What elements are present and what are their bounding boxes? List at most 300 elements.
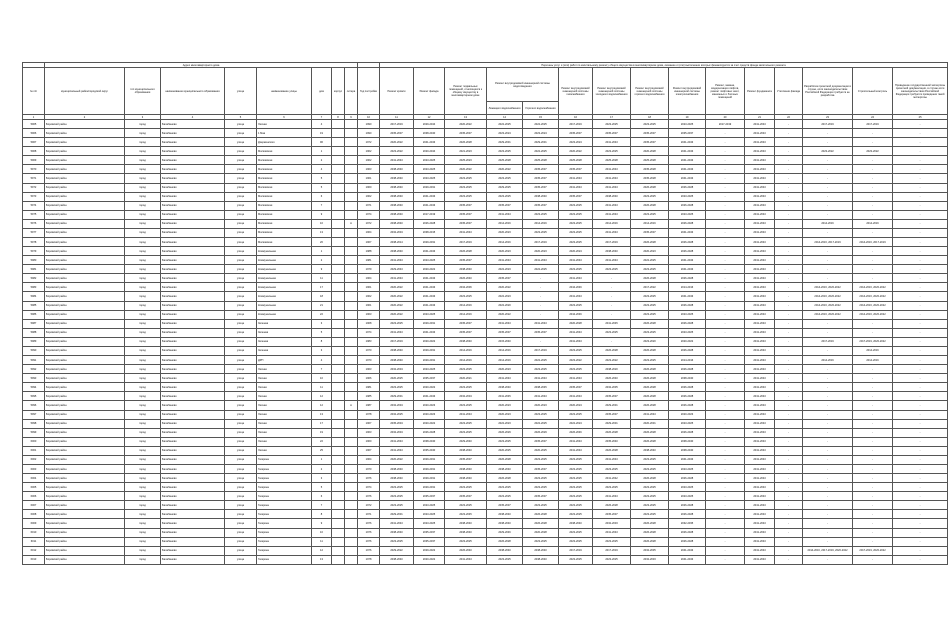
table-cell: - bbox=[803, 383, 853, 392]
table-cell: 2020-2022 bbox=[380, 138, 414, 147]
column-header: муниципальный район/городской округ bbox=[45, 68, 125, 115]
table-cell: - bbox=[853, 410, 893, 419]
table-cell: 2023-2025 bbox=[380, 537, 414, 546]
table-cell: 19 bbox=[312, 129, 332, 138]
table-cell: 8 bbox=[312, 510, 332, 519]
table-cell: - bbox=[853, 474, 893, 483]
table-cell: 2020-2022 bbox=[414, 265, 445, 274]
table-cell: улица bbox=[225, 546, 257, 555]
table-cell: 2041-2043 bbox=[414, 192, 445, 201]
table-cell: - bbox=[706, 365, 745, 374]
table-cell: 2023-2025 bbox=[445, 183, 487, 192]
table-cell: 2014-2016 bbox=[593, 219, 631, 228]
table-cell: 2023-2022 bbox=[593, 356, 631, 365]
table-cell: 1966 bbox=[358, 374, 380, 383]
table-cell: 2041-2043 bbox=[745, 410, 775, 419]
table-cell bbox=[332, 392, 345, 401]
table-row bbox=[23, 428, 948, 437]
table-cell: - bbox=[853, 455, 893, 464]
table-cell: 2035-2037 bbox=[487, 274, 523, 283]
table-cell: улица bbox=[225, 437, 257, 446]
table-cell: 2038-2040 bbox=[445, 474, 487, 483]
table-cell: 2035-2040 bbox=[593, 437, 631, 446]
table-row bbox=[23, 120, 948, 129]
table-cell: 1974 bbox=[358, 483, 380, 492]
table-cell: - bbox=[803, 138, 853, 147]
table-cell: 2022-2024 bbox=[559, 419, 593, 428]
table-cell: 1972 bbox=[358, 219, 380, 228]
table-row bbox=[23, 374, 948, 383]
table-cell: - bbox=[803, 228, 853, 237]
table-cell: - bbox=[893, 156, 948, 165]
table-cell: 2038-2040 bbox=[380, 210, 414, 219]
table-cell: 2020-2023 bbox=[669, 410, 706, 419]
table-cell: 2029-2031 bbox=[414, 319, 445, 328]
table-cell: 5983 bbox=[23, 283, 45, 292]
table-cell: Балабаново bbox=[161, 292, 225, 301]
table-cell: - bbox=[775, 210, 803, 219]
table-cell bbox=[332, 138, 345, 147]
table-cell: - bbox=[893, 228, 948, 237]
table-cell: 2026-2028 bbox=[631, 274, 669, 283]
table-cell: город bbox=[125, 192, 161, 201]
table-cell: - bbox=[893, 464, 948, 473]
table-cell: 2023-2025 bbox=[631, 464, 669, 473]
table-cell: - bbox=[853, 464, 893, 473]
table-cell: 2023-2025 bbox=[414, 365, 445, 374]
table-cell: 2041-2043 bbox=[559, 337, 593, 346]
table-cell: 2022-2025 bbox=[523, 147, 559, 156]
table-cell: 5980 bbox=[23, 256, 45, 265]
table-cell: 2023-2025 bbox=[559, 228, 593, 237]
column-number: 20 bbox=[706, 115, 745, 120]
column-header: Ремонт подвальных помещений, относящихся к общему имуществу в многоквартирном доме bbox=[445, 68, 487, 115]
table-row bbox=[23, 501, 948, 510]
table-cell: 2023-2025 bbox=[559, 346, 593, 355]
table-cell: 2041-2043 bbox=[414, 292, 445, 301]
table-cell: 2023-2025 bbox=[487, 174, 523, 183]
table-cell: 2022-2025 bbox=[523, 265, 559, 274]
table-cell: 2023-2025 bbox=[445, 419, 487, 428]
table-cell: 2029-2031 bbox=[414, 346, 445, 355]
table-cell bbox=[345, 201, 358, 210]
table-cell: Балабаново bbox=[161, 428, 225, 437]
table-row bbox=[23, 410, 948, 419]
table-cell: - bbox=[593, 310, 631, 319]
table-cell: Балабаново bbox=[161, 283, 225, 292]
table-cell: 6007 bbox=[23, 501, 45, 510]
table-cell: 2023-2025 bbox=[559, 492, 593, 501]
table-cell: - bbox=[706, 147, 745, 156]
table-cell: 2035-2037 bbox=[414, 528, 445, 537]
table-cell: 2014-2016, 2020-2022 bbox=[853, 292, 893, 301]
table-cell: - bbox=[803, 510, 853, 519]
column-header: Ремонт фасада bbox=[414, 68, 445, 115]
table-cell: 2026-2028 bbox=[593, 446, 631, 455]
table-cell: 6005 bbox=[23, 483, 45, 492]
table-cell bbox=[332, 274, 345, 283]
table-cell: 2014-2016 bbox=[487, 219, 523, 228]
table-cell: улица bbox=[225, 228, 257, 237]
table-cell: 5992 bbox=[23, 365, 45, 374]
table-cell: 2041-2043 bbox=[745, 555, 775, 564]
table-cell: Балабаново bbox=[161, 319, 225, 328]
table-cell bbox=[332, 228, 345, 237]
table-cell: - bbox=[803, 328, 853, 337]
table-cell: Зеленая bbox=[257, 319, 312, 328]
table-cell: 1970 bbox=[358, 464, 380, 473]
column-number: 2 bbox=[45, 115, 125, 120]
table-cell: 2015-2040 bbox=[487, 337, 523, 346]
table-cell: 2041-2043 bbox=[745, 301, 775, 310]
table-cell bbox=[332, 537, 345, 546]
table-cell: - bbox=[775, 147, 803, 156]
column-header: Утепление фасада bbox=[775, 68, 803, 115]
column-number: 16 bbox=[559, 115, 593, 120]
table-cell: улица bbox=[225, 392, 257, 401]
table-cell: 2023-2025 bbox=[559, 265, 593, 274]
table-cell: 3 bbox=[312, 474, 332, 483]
table-cell bbox=[332, 165, 345, 174]
table-cell: 2035-2037 bbox=[593, 510, 631, 519]
table-cell: - bbox=[775, 383, 803, 392]
table-cell: 2017-2019 bbox=[803, 337, 853, 346]
table-cell: город bbox=[125, 428, 161, 437]
table-cell: 2041-2043 bbox=[593, 492, 631, 501]
table-cell: - bbox=[853, 274, 893, 283]
table-cell: 2035-2028 bbox=[631, 174, 669, 183]
column-header: № п/п bbox=[23, 68, 45, 115]
table-cell: 2023-2025 bbox=[445, 174, 487, 183]
table-cell: Боровский район bbox=[45, 337, 125, 346]
table-cell: 2014-2016, 2020-2022 bbox=[853, 301, 893, 310]
table-cell: 2041-2043 bbox=[745, 492, 775, 501]
table-cell: Московская bbox=[257, 238, 312, 247]
table-cell: город bbox=[125, 310, 161, 319]
table-cell: 9 bbox=[312, 210, 332, 219]
table-cell: - bbox=[853, 446, 893, 455]
table-cell: 2023-2025 bbox=[593, 555, 631, 564]
table-cell: 2014-2016, 2020-2022 bbox=[803, 283, 853, 292]
table-cell: - bbox=[775, 192, 803, 201]
table-cell: 2017-2019 bbox=[853, 120, 893, 129]
table-cell: - bbox=[523, 283, 559, 292]
table-cell: 2020-2022 bbox=[414, 383, 445, 392]
table-cell: 2041-2043 bbox=[593, 183, 631, 192]
table-cell: город bbox=[125, 537, 161, 546]
table-cell: 20 bbox=[312, 238, 332, 247]
table-cell: Балабаново bbox=[161, 446, 225, 455]
table-cell bbox=[345, 183, 358, 192]
table-cell bbox=[345, 346, 358, 355]
table-cell: 2029-2031 bbox=[414, 455, 445, 464]
table-cell: 2023-2025 bbox=[414, 256, 445, 265]
table-cell: Московская bbox=[257, 165, 312, 174]
table-cell: 2029-2031 bbox=[414, 464, 445, 473]
table-cell: Балабаново bbox=[161, 419, 225, 428]
table-cell: 2023-2024 bbox=[523, 129, 559, 138]
table-cell: улица bbox=[225, 247, 257, 256]
table-cell: 10 bbox=[312, 528, 332, 537]
table-cell: 1962 bbox=[358, 156, 380, 165]
table-cell: 2023-2024 bbox=[487, 129, 523, 138]
table-cell: 2023-2025 bbox=[487, 192, 523, 201]
table-cell: 2041-2043 bbox=[745, 120, 775, 129]
table-cell: 1962 bbox=[358, 147, 380, 156]
table-cell bbox=[345, 174, 358, 183]
table-cell: 2023-2025 bbox=[631, 510, 669, 519]
table-cell: 5991 bbox=[23, 356, 45, 365]
column-number: 6 bbox=[257, 115, 312, 120]
table-cell: город bbox=[125, 501, 161, 510]
table-cell: 2041-2043 bbox=[669, 455, 706, 464]
table-cell: город bbox=[125, 156, 161, 165]
table-cell: 2041-2043 bbox=[559, 256, 593, 265]
table-cell: город bbox=[125, 120, 161, 129]
table-cell: - bbox=[706, 464, 745, 473]
table-cell: 2020-2022 bbox=[380, 310, 414, 319]
table-cell: - bbox=[893, 483, 948, 492]
table-cell bbox=[345, 555, 358, 564]
table-cell: 2032-2035 bbox=[593, 383, 631, 392]
table-cell: - bbox=[523, 301, 559, 310]
table-cell: 5975 bbox=[23, 210, 45, 219]
table-cell bbox=[332, 328, 345, 337]
table-cell: 2038-2040 bbox=[487, 519, 523, 528]
table-cell: 2041-2043 bbox=[669, 228, 706, 237]
table-cell: - bbox=[893, 247, 948, 256]
table-cell: 2025-2023 bbox=[445, 156, 487, 165]
column-number: 14 bbox=[487, 115, 523, 120]
column-number: 12 bbox=[414, 115, 445, 120]
table-cell: - bbox=[893, 219, 948, 228]
table-cell: - bbox=[893, 129, 948, 138]
table-cell: 2026-2028 bbox=[669, 219, 706, 228]
table-cell: город bbox=[125, 238, 161, 247]
column-header: литера bbox=[345, 68, 358, 115]
table-cell: 5976 bbox=[23, 219, 45, 228]
table-cell: 2023-2025 bbox=[523, 537, 559, 546]
table-cell: 18 bbox=[312, 292, 332, 301]
table-cell: 2038-2040 bbox=[380, 464, 414, 473]
table-cell: 5994 bbox=[23, 383, 45, 392]
table-cell: 6003 bbox=[23, 464, 45, 473]
table-cell: улица bbox=[225, 492, 257, 501]
table-cell: 2023-2025 bbox=[523, 210, 559, 219]
table-cell: 2041-2043 bbox=[745, 356, 775, 365]
table-cell: 12 bbox=[312, 401, 332, 410]
table-cell: улица bbox=[225, 446, 257, 455]
table-cell: 13 bbox=[312, 555, 332, 564]
column-number: 23 bbox=[803, 115, 853, 120]
table-cell: Боровский район bbox=[45, 464, 125, 473]
table-cell: - bbox=[706, 228, 745, 237]
table-cell: 2014-2016 bbox=[445, 301, 487, 310]
table-cell: 2041-2045 bbox=[593, 319, 631, 328]
table-cell: - bbox=[803, 201, 853, 210]
table-cell bbox=[332, 464, 345, 473]
table-cell: Боровский район bbox=[45, 129, 125, 138]
table-cell: 2023-2025 bbox=[631, 310, 669, 319]
table-cell: улица bbox=[225, 464, 257, 473]
table-cell: 6006 bbox=[23, 492, 45, 501]
table-cell: 2023-2025 bbox=[523, 455, 559, 464]
table-cell: Балабаново bbox=[161, 174, 225, 183]
table-cell: город bbox=[125, 219, 161, 228]
table-cell: 2023-2025 bbox=[487, 147, 523, 156]
table-cell: город bbox=[125, 555, 161, 564]
table-cell: 2014-2016 bbox=[445, 356, 487, 365]
table-cell: - bbox=[853, 138, 893, 147]
table-cell: - bbox=[803, 446, 853, 455]
table-cell bbox=[332, 238, 345, 247]
table-cell: 2023-2025 bbox=[559, 501, 593, 510]
table-cell bbox=[332, 483, 345, 492]
table-cell: 2041-2043 bbox=[745, 501, 775, 510]
table-cell: 3 bbox=[312, 319, 332, 328]
table-cell: 2041-2043 bbox=[745, 374, 775, 383]
table-cell: 2023-2025 bbox=[593, 483, 631, 492]
table-cell: - bbox=[593, 292, 631, 301]
table-cell: 2035-2037 bbox=[559, 129, 593, 138]
table-cell: 2023-2025 bbox=[414, 156, 445, 165]
table-cell: улица bbox=[225, 483, 257, 492]
table-cell: 2020-2023 bbox=[523, 247, 559, 256]
table-cell: - bbox=[775, 483, 803, 492]
table-cell: 2035-2037 bbox=[631, 228, 669, 237]
table-cell bbox=[332, 192, 345, 201]
table-cell: 2020-2028 bbox=[631, 147, 669, 156]
table-cell: - bbox=[775, 138, 803, 147]
table-cell: 2023-2024 bbox=[559, 138, 593, 147]
table-cell bbox=[332, 201, 345, 210]
table-cell: 5973 bbox=[23, 192, 45, 201]
table-cell bbox=[345, 265, 358, 274]
table-cell: 2017-2019 bbox=[706, 120, 745, 129]
table-cell: 2026-2028 bbox=[631, 346, 669, 355]
table-row bbox=[23, 546, 948, 555]
table-cell: Коммунальная bbox=[257, 301, 312, 310]
table-cell: 2025-2028 bbox=[593, 156, 631, 165]
table-cell: 2020-2021 bbox=[445, 374, 487, 383]
table-cell: 2035-2037 bbox=[414, 374, 445, 383]
table-cell: 2017-2019 bbox=[523, 346, 559, 355]
table-cell: 2020-2044 bbox=[414, 147, 445, 156]
table-cell: 2041-2043 bbox=[745, 337, 775, 346]
table-row bbox=[23, 319, 948, 328]
table-row bbox=[23, 455, 948, 464]
table-cell: - bbox=[523, 292, 559, 301]
table-cell: 1963 bbox=[358, 310, 380, 319]
table-cell: 2026-2028 bbox=[487, 455, 523, 464]
table-cell: 2041-2043 bbox=[380, 156, 414, 165]
table-cell: - bbox=[706, 165, 745, 174]
table-cell: Боровский район bbox=[45, 474, 125, 483]
table-cell bbox=[332, 519, 345, 528]
table-cell: - bbox=[706, 492, 745, 501]
table-cell: 2020-2022 bbox=[414, 337, 445, 346]
table-cell: - bbox=[775, 310, 803, 319]
table-cell: Балабаново bbox=[161, 201, 225, 210]
table-cell: 2035-2037 bbox=[523, 201, 559, 210]
table-cell bbox=[345, 365, 358, 374]
table-cell: 2026-2028 bbox=[669, 365, 706, 374]
table-cell: - bbox=[893, 310, 948, 319]
table-cell: 6 bbox=[312, 492, 332, 501]
table-cell: 2017-2019 bbox=[593, 546, 631, 555]
table-cell: - bbox=[853, 537, 893, 546]
table-cell: 2041-2043 bbox=[745, 483, 775, 492]
table-cell: 2023-2025 bbox=[380, 483, 414, 492]
table-cell: 2023-2025 bbox=[414, 310, 445, 319]
table-cell: 2038-2040 bbox=[380, 201, 414, 210]
table-cell: 2026-2028 bbox=[593, 501, 631, 510]
table-cell: 2014-2016 bbox=[853, 219, 893, 228]
column-number: 8 bbox=[332, 115, 345, 120]
column-header: улица bbox=[225, 68, 257, 115]
table-cell: 2017-2019 bbox=[380, 337, 414, 346]
table-cell: - bbox=[775, 537, 803, 546]
table-cell: 2023-2025 bbox=[445, 537, 487, 546]
table-cell: Боровский район bbox=[45, 410, 125, 419]
table-cell: 2041-2043 bbox=[745, 292, 775, 301]
table-cell: улица bbox=[225, 265, 257, 274]
table-cell: 2041-2043 bbox=[559, 328, 593, 337]
table-cell: 2023-2025 bbox=[559, 555, 593, 564]
table-cell: 2041-2043 bbox=[745, 437, 775, 446]
table-cell bbox=[332, 474, 345, 483]
table-cell: Балабаново bbox=[161, 265, 225, 274]
table-cell: Боровский район bbox=[45, 401, 125, 410]
table-cell: 2017-2019 bbox=[523, 238, 559, 247]
table-cell: 2017-2019, 2020-2022 bbox=[853, 337, 893, 346]
table-cell: 2023-2025 bbox=[631, 356, 669, 365]
table-cell: 3 bbox=[312, 346, 332, 355]
table-cell: - bbox=[853, 365, 893, 374]
table-cell: Балабаново bbox=[161, 474, 225, 483]
column-number: 9 bbox=[345, 115, 358, 120]
table-cell: - bbox=[893, 501, 948, 510]
table-cell: - bbox=[853, 528, 893, 537]
table-cell: 1972 bbox=[358, 501, 380, 510]
table-cell: Коммунальная bbox=[257, 310, 312, 319]
table-cell: - bbox=[775, 365, 803, 374]
table-cell: 2022-2023 bbox=[487, 265, 523, 274]
table-cell: 2026-2029 bbox=[487, 428, 523, 437]
table-cell: улица bbox=[225, 238, 257, 247]
table-cell: 11 bbox=[312, 383, 332, 392]
table-cell: - bbox=[893, 455, 948, 464]
table-cell: 2041-2043 bbox=[745, 419, 775, 428]
table-cell: 5998 bbox=[23, 419, 45, 428]
table-cell: 2032-2035 bbox=[631, 546, 669, 555]
table-cell: 2038-2040 bbox=[380, 356, 414, 365]
table-cell: - bbox=[775, 528, 803, 537]
table-cell: - bbox=[893, 138, 948, 147]
table-cell: 2026-2028 bbox=[414, 219, 445, 228]
table-cell: 2020-2023 bbox=[487, 228, 523, 237]
table-row bbox=[23, 174, 948, 183]
table-cell: - bbox=[803, 483, 853, 492]
table-cell: 2020-2023 bbox=[487, 401, 523, 410]
table-cell: улица bbox=[225, 519, 257, 528]
table-cell: 2026-2028 bbox=[487, 474, 523, 483]
table-cell: 2023-2025 bbox=[445, 292, 487, 301]
table-cell: 2026-2028 bbox=[631, 319, 669, 328]
table-cell: 2035-2037 bbox=[559, 192, 593, 201]
table-cell: 2023-2025 bbox=[559, 365, 593, 374]
table-cell: - bbox=[775, 446, 803, 455]
